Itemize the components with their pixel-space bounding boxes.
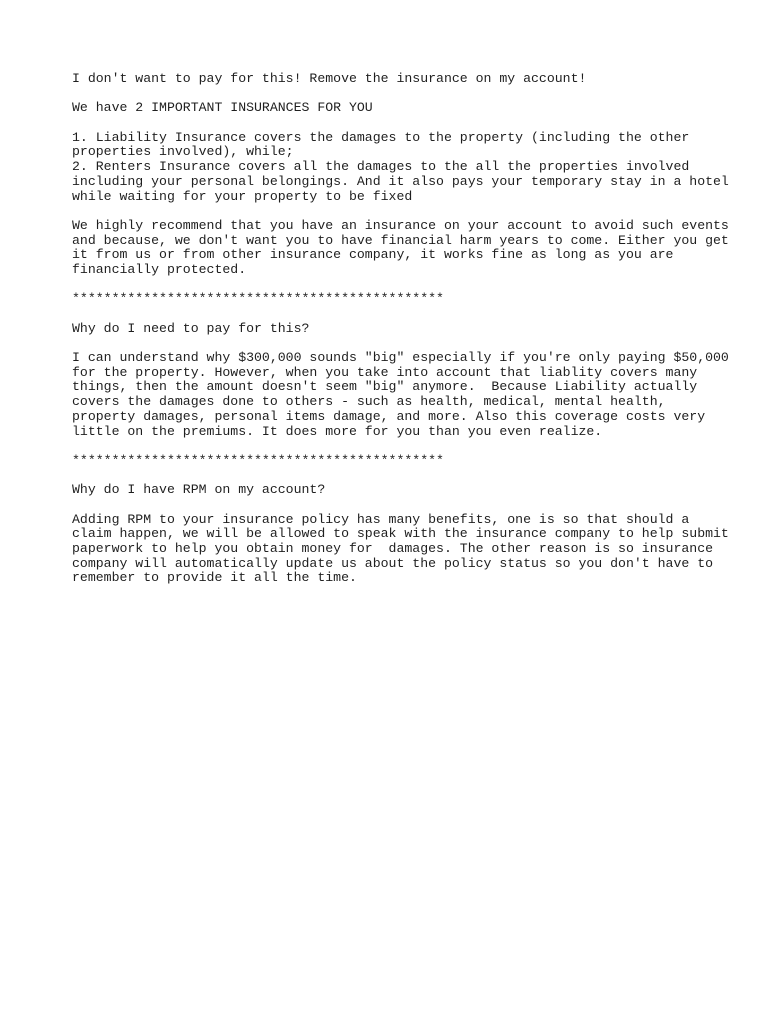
recommendation-line: and because, we don't want you to have financial harm years to come. Either you get <box>72 232 729 248</box>
recommendation-line: it from us or from other insurance company, it works fine as long as you are <box>72 247 674 263</box>
separator-line: *********************************************** <box>72 452 444 468</box>
faq-question-pay: Why do I need to pay for this? <box>72 320 310 336</box>
faq-answer-rpm <box>72 511 729 586</box>
recommendation-paragraph <box>72 217 729 278</box>
insurance-list-line: 2. Renters Insurance covers all the damages to the all the properties involved <box>72 159 690 175</box>
faq-answer-line: company will automatically update us about the policy status so you don't have to <box>72 555 714 571</box>
faq-answer-line: claim happen, we will be allowed to speak with the insurance company to help submit <box>72 526 729 542</box>
faq-answer-line: remember to provide it all the time. <box>72 570 357 586</box>
faq-answer-pay <box>72 350 729 439</box>
blank-line <box>72 498 712 513</box>
document-body <box>72 71 729 586</box>
insurance-list <box>72 129 729 204</box>
faq-answer-line: property damages, personal items damage, and more. Also this coverage costs very <box>72 408 706 424</box>
faq-answer-line: covers the damages done to others - such as health, medical, mental health, <box>72 394 666 410</box>
separator-line: *********************************************** <box>72 291 444 307</box>
blank-line <box>72 469 712 484</box>
insurance-list-line: properties involved), while; <box>72 144 294 160</box>
faq-answer-line: for the property. However, when you take into account that liablity covers many <box>72 364 698 380</box>
blank-line <box>72 307 712 322</box>
faq-answer-line: Adding RPM to your insurance policy has many benefits, one is so that should a <box>72 511 690 527</box>
insurance-list-line: 1. Liability Insurance covers the damages to the property (including the other <box>72 129 690 145</box>
complaint-line: I don't want to pay for this! Remove the insurance on my account! <box>72 71 587 86</box>
faq-question-rpm: Why do I have RPM on my account? <box>72 482 326 498</box>
blank-line <box>72 116 712 131</box>
faq-answer-line: I can understand why $300,000 sounds "big" especially if you're only paying $50,000 <box>72 350 729 366</box>
recommendation-line: We highly recommend that you have an insurance on your account to avoid such events <box>72 217 729 233</box>
insurance-list-line: while waiting for your property to be fixed <box>72 188 413 204</box>
blank-line <box>72 204 712 219</box>
faq-answer-line: paperwork to help you obtain money for damages. The other reason is so insurance <box>72 541 714 556</box>
faq-answer-line: little on the premiums. It does more for you than you even realize. <box>72 423 603 439</box>
blank-line <box>72 87 712 102</box>
recommendation-line: financially protected. <box>72 261 247 277</box>
blank-line <box>72 278 712 293</box>
blank-line <box>72 439 712 454</box>
insurance-list-line: including your personal belongings. And it also pays your temporary stay in a hotel <box>72 173 729 189</box>
faq-answer-line: things, then the amount doesn't seem "big" anymore. Because Liability actually <box>72 379 698 395</box>
blank-line <box>72 336 712 351</box>
intro-line: We have 2 IMPORTANT INSURANCES FOR YOU <box>72 100 373 116</box>
